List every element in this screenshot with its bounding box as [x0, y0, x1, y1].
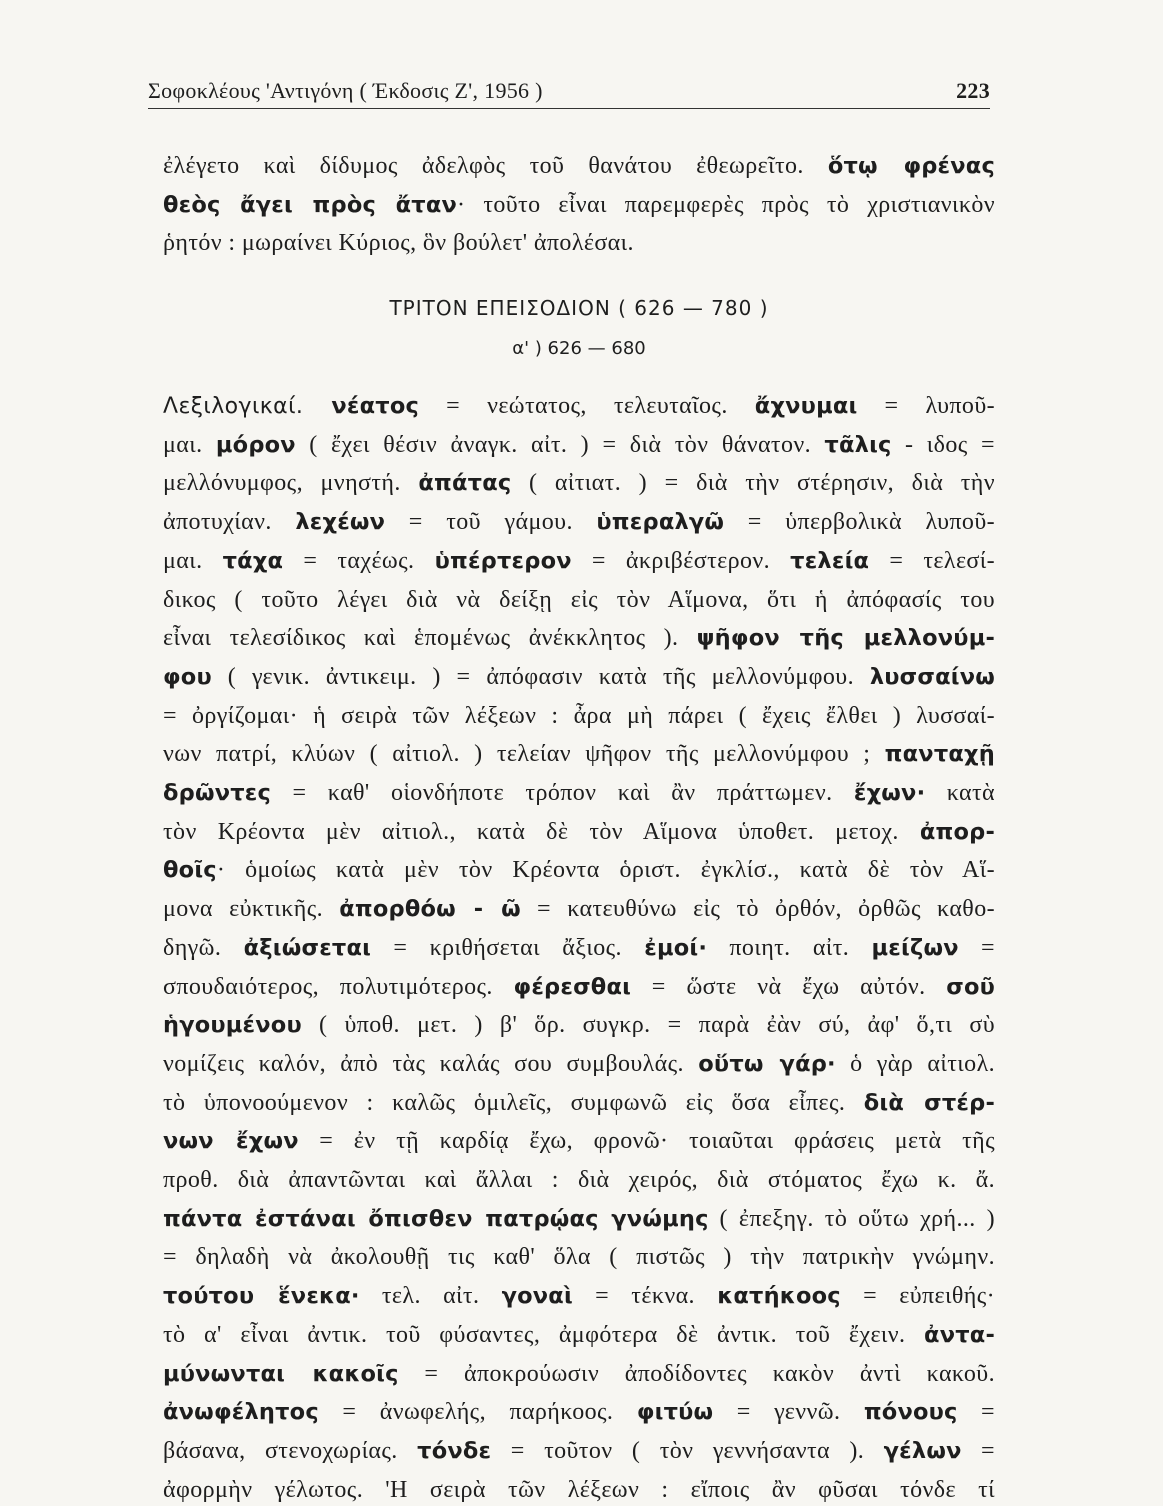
- headword: θοῖς: [163, 857, 217, 884]
- headword: κατήκοος: [717, 1283, 841, 1310]
- headword: ἡγουμένου: [163, 1012, 302, 1039]
- text-run: τὸν Κρέοντα μὲν αἰτιολ., κατὰ δὲ τὸν Αἵμονα ὑποθετ. μετοχ.: [163, 818, 920, 845]
- text-run: νων πατρί, κλύων ( αἰτιολ. ) τελείαν ψῆφον τῆς μελλονύμφου ;: [163, 741, 885, 768]
- text-run: ἀποτυχίαν.: [163, 509, 296, 536]
- headword: δρῶντες: [163, 780, 272, 806]
- headword: θεὸς ἄγει πρὸς ἄταν: [163, 191, 458, 218]
- text-run: μελλόνυμφος, μνηστή.: [163, 470, 419, 497]
- headword: πάντα ἐστάναι ὄπισθεν πατρῴας γνώμης: [163, 1205, 709, 1232]
- text-line: [163, 893, 995, 925]
- text-run: = λυποῦ-: [857, 393, 995, 419]
- headword: ὅτῳ φρένας: [827, 153, 995, 179]
- text-run: μαι.: [163, 547, 223, 574]
- headword: οὕτω γάρ·: [698, 1050, 836, 1077]
- text-run: = ὀργίζομαι· ἡ σειρὰ τῶν λέξεων : ἆρα μὴ πάρει ( ἔχεις ἔλθει ) λυσσαί-: [163, 702, 995, 729]
- text-line: [163, 1435, 995, 1467]
- text-line: [163, 1474, 995, 1506]
- text-run: = τοῦτον ( τὸν γεννήσαντα ).: [491, 1437, 884, 1464]
- headword: μείζων: [871, 934, 959, 961]
- text-line: [163, 1009, 995, 1041]
- text-run: = ἀνωφελής, παρήκοος.: [318, 1399, 637, 1426]
- headword: σοῦ: [946, 973, 995, 1000]
- text-run: = ὑπερβολικὰ λυποῦ-: [724, 509, 995, 536]
- text-run: = καθ' οἱονδήποτε τρόπον καὶ ἂν πράττωμεν.: [271, 780, 854, 806]
- headword: ἀνωφέλητος: [163, 1399, 319, 1426]
- text-line: [163, 700, 995, 732]
- headword: φου: [163, 663, 212, 690]
- text-run: =: [957, 1399, 995, 1426]
- text-run: =: [958, 934, 995, 961]
- text-run: δικος ( τοῦτο λέγει διὰ νὰ δείξῃ εἰς τὸν Αἵμονα, ὅτι ἡ ἀπόφασίς του: [163, 586, 995, 613]
- text-run: = γεννῶ.: [713, 1399, 864, 1426]
- headword: ἀπάτας: [418, 470, 512, 497]
- text-run: κατὰ: [925, 780, 995, 806]
- text-run: = νεώτατος, τελευταῖος.: [419, 393, 755, 419]
- headword: λεχέων: [295, 509, 386, 536]
- headword: φέρεσθαι: [513, 973, 632, 1000]
- headword: ἀντα-: [924, 1321, 995, 1348]
- text-run: · τοῦτο εἶναι παρεμφερὲς πρὸς τὸ χριστιανικὸν: [457, 191, 995, 218]
- headword: τόνδε: [417, 1437, 492, 1464]
- headword: φιτύω: [636, 1399, 714, 1426]
- headword: ἄχνυμαι: [754, 393, 858, 419]
- page-number: 223: [956, 78, 990, 103]
- text-run: = ἀκριβέστερον.: [571, 547, 791, 574]
- text-line: [163, 1203, 995, 1235]
- headword: ἀπορ-: [919, 818, 995, 845]
- headword: ἔχων·: [853, 780, 926, 806]
- text-run: = τελεσί-: [869, 547, 996, 574]
- headword: πανταχῇ: [884, 741, 995, 768]
- text-run: ἐλέγετο καὶ δίδυμος ἀδελφὸς τοῦ θανάτου ἐθεωρεῖτο.: [163, 153, 828, 179]
- text-run: - ιδος =: [891, 431, 995, 458]
- text-line: [163, 816, 995, 848]
- headword: τᾶλις: [824, 431, 892, 458]
- text-line: [163, 1319, 995, 1351]
- text-run: εἶναι τελεσίδικος καὶ ἑπομένως ἀνέκκλητος ).: [163, 625, 697, 652]
- text-run: μαι.: [163, 431, 216, 458]
- text-run: · ὁμοίως κατὰ μὲν τὸν Κρέοντα ὁριστ. ἐγκλίσ., κατὰ δὲ τὸν Αἵ-: [216, 857, 995, 884]
- text-line: [163, 467, 995, 499]
- text-line: [163, 1125, 995, 1157]
- headword: γοναὶ: [501, 1283, 573, 1310]
- section-subheading: α' ) 626 — 680: [512, 338, 646, 359]
- text-run: ὁ γὰρ αἰτιολ.: [835, 1050, 996, 1077]
- running-header: [148, 74, 990, 109]
- text-run: τὸ ὑπονοούμενον : καλῶς ὁμιλεῖς, συμφωνῶ εἰς ὅσα εἶπες.: [163, 1089, 864, 1116]
- text-line: [163, 189, 995, 221]
- headword: τάχα: [222, 547, 284, 574]
- text-run: βάσανα, στενοχωρίας.: [163, 1437, 418, 1464]
- text-line: [163, 1048, 995, 1080]
- text-line: [163, 545, 995, 577]
- text-run: = ταχέως.: [283, 547, 435, 574]
- headword: πόνους: [863, 1399, 958, 1426]
- headword: ψῆφον τῆς μελλονύμ-: [696, 625, 995, 652]
- headword: μόρον: [215, 431, 296, 458]
- text-line: [163, 622, 995, 654]
- headword: ὑπέρτερον: [434, 547, 572, 574]
- text-line: [163, 1280, 995, 1312]
- text-run: προθ. διὰ ἀπαντῶνται καὶ ἄλλαι : διὰ χειρός, διὰ στόματος ἔχω κ. ἄ.: [163, 1167, 995, 1193]
- text-run: = ἐν τῇ καρδίᾳ ἔχω, φρονῶ· τοιαῦται φράσεις μετὰ τῆς: [298, 1128, 995, 1155]
- text-run: τὸ α' εἶναι ἀντικ. τοῦ φύσαντες, ἀμφότερα δὲ ἀντικ. τοῦ ἔχειν.: [163, 1321, 925, 1348]
- headword: νέατος: [331, 393, 420, 419]
- headword: ἀπορθόω - ῶ: [339, 896, 521, 923]
- text-run: σπουδαιότερος, πολυτιμότερος.: [163, 973, 514, 1000]
- text-run: = ἀποκρούωσιν ἀποδίδοντες κακὸν ἀντὶ κακοῦ.: [398, 1360, 995, 1387]
- text-line: [163, 390, 995, 423]
- text-run: ποιητ. αἰτ.: [707, 934, 872, 961]
- text-line: [163, 584, 995, 616]
- text-line: [163, 1164, 995, 1196]
- text-run: Λεξιλογικαί.: [163, 394, 332, 419]
- text-run: ( ἔχει θέσιν ἀναγκ. αἰτ. ) = διὰ τὸν θάνατον.: [295, 431, 825, 458]
- text-run: τελ. αἰτ.: [359, 1283, 502, 1310]
- text-run: ἀφορμὴν γέλωτος. 'Η σειρὰ τῶν λέξεων : εἴποις ἂν φῦσαι τόνδε τί: [163, 1476, 995, 1503]
- headword: τούτου ἕνεκα·: [163, 1283, 360, 1310]
- text-line: [163, 661, 995, 693]
- headword: διὰ στέρ-: [863, 1089, 995, 1116]
- text-run: = ὥστε νὰ ἔχω αὐτόν.: [631, 973, 947, 1000]
- text-run: δηγῶ.: [163, 934, 244, 961]
- text-run: ( αἰτιατ. ) = διὰ τὴν στέρησιν, διὰ τὴν: [511, 470, 996, 497]
- section-heading: ΤΡΙΤΟΝ ΕΠΕΙΣΟΔΙΟΝ ( 626 — 780 ): [389, 296, 769, 320]
- header-title: Σοφοκλέους 'Αντιγόνη ( Έκδοσις Ζ', 1956 ): [148, 78, 543, 103]
- text-run: = εὐπειθής·: [840, 1283, 996, 1310]
- text-line: [163, 1087, 995, 1119]
- text-run: νομίζεις καλόν, ἀπὸ τὰς καλάς σου συμβουλάς.: [163, 1050, 699, 1077]
- text-line: [163, 227, 995, 259]
- text-line: [163, 1241, 995, 1273]
- text-run: ( ἐπεξηγ. τὸ οὕτω χρή... ): [708, 1205, 995, 1232]
- text-line: [163, 506, 995, 538]
- text-run: ( ὑποθ. μετ. ) β' ὅρ. συγκρ. = παρὰ ἐὰν σύ, ἀφ' ὅ,τι σὺ: [301, 1012, 995, 1039]
- text-run: = δηλαδὴ νὰ ἀκολουθῇ τις καθ' ὅλα ( πιστῶς ) τὴν πατρικὴν γνώμην.: [163, 1244, 995, 1271]
- text-line: [163, 150, 995, 182]
- text-run: = κατευθύνω εἰς τὸ ὀρθόν, ὀρθῶς καθο-: [520, 896, 995, 923]
- text-run: = κριθήσεται ἄξιος.: [371, 934, 645, 961]
- text-line: [163, 854, 995, 886]
- text-run: = τοῦ γάμου.: [385, 509, 597, 536]
- text-line: [163, 738, 995, 770]
- headword: λυσσαίνω: [869, 663, 995, 690]
- headword: ὑπεραλγῶ: [596, 509, 725, 536]
- headword: νων ἔχων: [163, 1128, 299, 1155]
- text-line: [163, 777, 995, 809]
- headword: τελεία: [790, 547, 870, 574]
- headword: μύνωνται κακοῖς: [163, 1360, 399, 1387]
- headword: ἐμοί·: [644, 934, 708, 961]
- text-run: =: [961, 1437, 995, 1464]
- text-run: ῥητόν : μωραίνει Κύριος, ὃν βούλετ' ἀπολέσαι.: [163, 230, 634, 256]
- text-line: [163, 932, 995, 964]
- headword: ἀξιώσεται: [243, 934, 372, 961]
- text-line: [163, 971, 995, 1003]
- text-line: [163, 1358, 995, 1390]
- text-run: ( γενικ. ἀντικειμ. ) = ἀπόφασιν κατὰ τῆς μελλονύμφου.: [211, 663, 870, 690]
- headword: γέλων: [883, 1437, 962, 1464]
- text-run: = τέκνα.: [572, 1283, 718, 1310]
- text-line: [163, 429, 995, 461]
- text-run: μονα εὐκτικῆς.: [163, 896, 340, 923]
- text-line: [163, 1396, 995, 1428]
